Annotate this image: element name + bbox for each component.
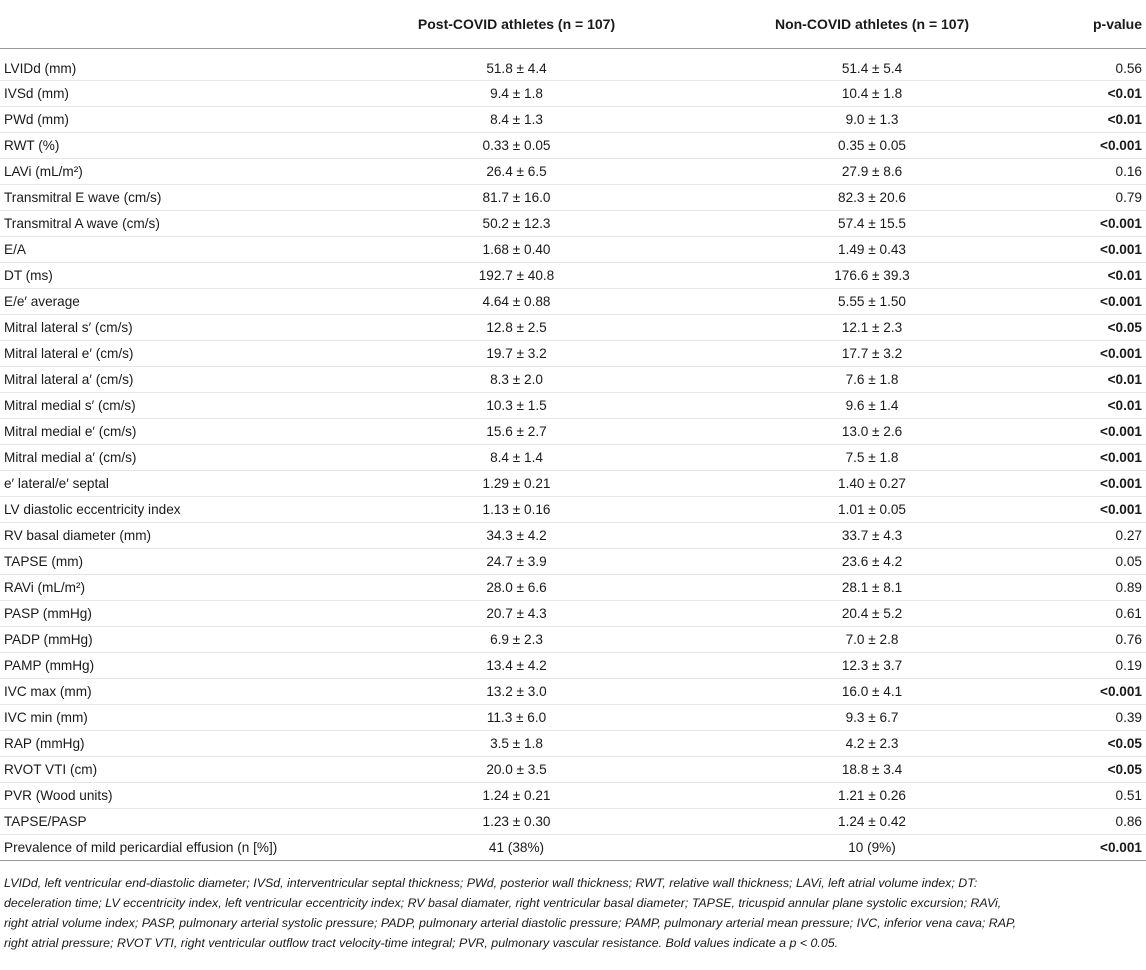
post-covid-value: 51.8 ± 4.4: [340, 48, 693, 80]
post-covid-value: 10.3 ± 1.5: [340, 392, 693, 418]
row-label: RAVi (mL/m²): [0, 574, 340, 600]
non-covid-value: 51.4 ± 5.4: [693, 48, 1051, 80]
table-row: [0, 288, 1146, 314]
p-value: 0.16: [1051, 158, 1146, 184]
post-covid-value: 24.7 ± 3.9: [340, 548, 693, 574]
non-covid-value: 33.7 ± 4.3: [693, 522, 1051, 548]
post-covid-value: 1.29 ± 0.21: [340, 470, 693, 496]
row-label: PVR (Wood units): [0, 782, 340, 808]
p-value: <0.01: [1051, 392, 1146, 418]
p-value: <0.01: [1051, 262, 1146, 288]
table-row: [0, 236, 1146, 262]
p-value: <0.01: [1051, 366, 1146, 392]
p-value: <0.05: [1051, 756, 1146, 782]
row-label: Prevalence of mild pericardial effusion (n [%]): [0, 834, 340, 860]
table-row: [0, 730, 1146, 756]
row-label: Transmitral A wave (cm/s): [0, 210, 340, 236]
non-covid-value: 1.21 ± 0.26: [693, 782, 1051, 808]
table-row: [0, 626, 1146, 652]
post-covid-value: 8.4 ± 1.3: [340, 106, 693, 132]
post-covid-value: 0.33 ± 0.05: [340, 132, 693, 158]
p-value: 0.19: [1051, 652, 1146, 678]
row-label: Mitral lateral a′ (cm/s): [0, 366, 340, 392]
table-row: [0, 418, 1146, 444]
post-covid-value: 11.3 ± 6.0: [340, 704, 693, 730]
post-covid-value: 6.9 ± 2.3: [340, 626, 693, 652]
row-label: Transmitral E wave (cm/s): [0, 184, 340, 210]
non-covid-value: 82.3 ± 20.6: [693, 184, 1051, 210]
non-covid-value: 4.2 ± 2.3: [693, 730, 1051, 756]
post-covid-value: 20.0 ± 3.5: [340, 756, 693, 782]
non-covid-value: 27.9 ± 8.6: [693, 158, 1051, 184]
non-covid-value: 10 (9%): [693, 834, 1051, 860]
p-value: <0.001: [1051, 496, 1146, 522]
non-covid-value: 17.7 ± 3.2: [693, 340, 1051, 366]
row-label: RVOT VTI (cm): [0, 756, 340, 782]
post-covid-value: 15.6 ± 2.7: [340, 418, 693, 444]
non-covid-value: 7.6 ± 1.8: [693, 366, 1051, 392]
p-value: <0.01: [1051, 80, 1146, 106]
table-footnote: LVIDd, left ventricular end-diastolic diameter; IVSd, interventricular septal thickness; PWd, posterior wall thickness; RWT, relative wall thickness; LAVi, left atrial volume index; DT: deceleration time; LV eccentricity index, left ventricular eccentricity index; RV basal diamater, right ventricular basal diameter; TAPSE, tricuspid annular plane systolic excursion; RAVi, right atrial volume index; PASP, pulmonary arterial systolic pressure; PADP, pulmonary arterial diastolic pressure; PAMP, pulmonary arterial mean pressure; IVC, inferior vena cava; RAP, right atrial pressure; RVOT VTI, right ventricular outflow tract velocity-time integral; PVR, pulmonary vascular resistance. Bold values indicate a p < 0.05.: [4, 875, 1017, 950]
non-covid-value: 10.4 ± 1.8: [693, 80, 1051, 106]
table-row: [0, 132, 1146, 158]
row-label: RWT (%): [0, 132, 340, 158]
table-row: [0, 340, 1146, 366]
row-label: DT (ms): [0, 262, 340, 288]
non-covid-value: 1.40 ± 0.27: [693, 470, 1051, 496]
table-row: [0, 262, 1146, 288]
table-row: [0, 834, 1146, 860]
row-label: e′ lateral/e′ septal: [0, 470, 340, 496]
post-covid-value: 41 (38%): [340, 834, 693, 860]
post-covid-value: 192.7 ± 40.8: [340, 262, 693, 288]
p-value: 0.86: [1051, 808, 1146, 834]
p-value: 0.61: [1051, 600, 1146, 626]
table-row: [0, 158, 1146, 184]
p-value: 0.27: [1051, 522, 1146, 548]
table-row: [0, 678, 1146, 704]
non-covid-value: 9.0 ± 1.3: [693, 106, 1051, 132]
non-covid-value: 9.6 ± 1.4: [693, 392, 1051, 418]
post-covid-value: 1.13 ± 0.16: [340, 496, 693, 522]
p-value: <0.001: [1051, 340, 1146, 366]
table-row: [0, 470, 1146, 496]
table-row: [0, 548, 1146, 574]
table-row: [0, 782, 1146, 808]
row-label: IVSd (mm): [0, 80, 340, 106]
p-value: <0.001: [1051, 444, 1146, 470]
p-value: <0.001: [1051, 678, 1146, 704]
table-row: [0, 574, 1146, 600]
post-covid-value: 50.2 ± 12.3: [340, 210, 693, 236]
post-covid-value: 81.7 ± 16.0: [340, 184, 693, 210]
table-row: [0, 652, 1146, 678]
table-row: [0, 314, 1146, 340]
post-covid-value: 28.0 ± 6.6: [340, 574, 693, 600]
non-covid-value: 176.6 ± 39.3: [693, 262, 1051, 288]
table-row: [0, 392, 1146, 418]
row-label: RV basal diameter (mm): [0, 522, 340, 548]
post-covid-value: 34.3 ± 4.2: [340, 522, 693, 548]
post-covid-value: 3.5 ± 1.8: [340, 730, 693, 756]
row-label: PADP (mmHg): [0, 626, 340, 652]
non-covid-value: 7.5 ± 1.8: [693, 444, 1051, 470]
non-covid-value: 13.0 ± 2.6: [693, 418, 1051, 444]
non-covid-value: 23.6 ± 4.2: [693, 548, 1051, 574]
row-label: LV diastolic eccentricity index: [0, 496, 340, 522]
post-covid-value: 20.7 ± 4.3: [340, 600, 693, 626]
non-covid-value: 5.55 ± 1.50: [693, 288, 1051, 314]
table-body: [0, 48, 1146, 860]
row-label: TAPSE/PASP: [0, 808, 340, 834]
p-value: <0.001: [1051, 834, 1146, 860]
table-row: [0, 600, 1146, 626]
p-value: 0.05: [1051, 548, 1146, 574]
p-value: <0.001: [1051, 210, 1146, 236]
p-value: <0.001: [1051, 236, 1146, 262]
non-covid-value: 0.35 ± 0.05: [693, 132, 1051, 158]
p-value: <0.001: [1051, 288, 1146, 314]
row-label: E/e′ average: [0, 288, 340, 314]
table-row: [0, 444, 1146, 470]
header-variable: [0, 0, 340, 48]
table-row: [0, 106, 1146, 132]
non-covid-value: 1.01 ± 0.05: [693, 496, 1051, 522]
header-row: [0, 0, 1146, 48]
p-value: 0.79: [1051, 184, 1146, 210]
post-covid-value: 1.23 ± 0.30: [340, 808, 693, 834]
p-value: 0.76: [1051, 626, 1146, 652]
row-label: LAVi (mL/m²): [0, 158, 340, 184]
p-value: <0.05: [1051, 730, 1146, 756]
p-value: <0.001: [1051, 470, 1146, 496]
p-value: <0.01: [1051, 106, 1146, 132]
non-covid-value: 7.0 ± 2.8: [693, 626, 1051, 652]
row-label: PWd (mm): [0, 106, 340, 132]
p-value: <0.05: [1051, 314, 1146, 340]
p-value: 0.39: [1051, 704, 1146, 730]
table-row: [0, 366, 1146, 392]
post-covid-value: 8.3 ± 2.0: [340, 366, 693, 392]
table-row: [0, 48, 1146, 80]
row-label: Mitral lateral e′ (cm/s): [0, 340, 340, 366]
non-covid-value: 16.0 ± 4.1: [693, 678, 1051, 704]
row-label: IVC min (mm): [0, 704, 340, 730]
row-label: TAPSE (mm): [0, 548, 340, 574]
post-covid-value: 12.8 ± 2.5: [340, 314, 693, 340]
table-row: [0, 210, 1146, 236]
post-covid-value: 4.64 ± 0.88: [340, 288, 693, 314]
post-covid-value: 1.68 ± 0.40: [340, 236, 693, 262]
p-value: <0.001: [1051, 132, 1146, 158]
row-label: PASP (mmHg): [0, 600, 340, 626]
row-label: Mitral medial e′ (cm/s): [0, 418, 340, 444]
non-covid-value: 1.49 ± 0.43: [693, 236, 1051, 262]
table-row: [0, 80, 1146, 106]
p-value: 0.89: [1051, 574, 1146, 600]
post-covid-value: 13.4 ± 4.2: [340, 652, 693, 678]
table-row: [0, 522, 1146, 548]
row-label: LVIDd (mm): [0, 48, 340, 80]
non-covid-value: 9.3 ± 6.7: [693, 704, 1051, 730]
table-row: [0, 808, 1146, 834]
row-label: RAP (mmHg): [0, 730, 340, 756]
p-value: 0.51: [1051, 782, 1146, 808]
header-non-covid: Non-COVID athletes (n = 107): [693, 0, 1051, 48]
p-value: 0.56: [1051, 48, 1146, 80]
row-label: E/A: [0, 236, 340, 262]
non-covid-value: 18.8 ± 3.4: [693, 756, 1051, 782]
table-row: [0, 704, 1146, 730]
non-covid-value: 57.4 ± 15.5: [693, 210, 1051, 236]
table-header: [0, 0, 1146, 48]
row-label: Mitral medial a′ (cm/s): [0, 444, 340, 470]
non-covid-value: 28.1 ± 8.1: [693, 574, 1051, 600]
table-row: [0, 496, 1146, 522]
post-covid-value: 13.2 ± 3.0: [340, 678, 693, 704]
table-row: [0, 756, 1146, 782]
post-covid-value: 19.7 ± 3.2: [340, 340, 693, 366]
post-covid-value: 1.24 ± 0.21: [340, 782, 693, 808]
non-covid-value: 20.4 ± 5.2: [693, 600, 1051, 626]
table-row: [0, 184, 1146, 210]
post-covid-value: 8.4 ± 1.4: [340, 444, 693, 470]
row-label: IVC max (mm): [0, 678, 340, 704]
post-covid-value: 9.4 ± 1.8: [340, 80, 693, 106]
row-label: Mitral medial s′ (cm/s): [0, 392, 340, 418]
header-p-value: p-value: [1051, 0, 1146, 48]
non-covid-value: 1.24 ± 0.42: [693, 808, 1051, 834]
post-covid-value: 26.4 ± 6.5: [340, 158, 693, 184]
non-covid-value: 12.1 ± 2.3: [693, 314, 1051, 340]
row-label: Mitral lateral s′ (cm/s): [0, 314, 340, 340]
row-label: PAMP (mmHg): [0, 652, 340, 678]
p-value: <0.001: [1051, 418, 1146, 444]
non-covid-value: 12.3 ± 3.7: [693, 652, 1051, 678]
header-post-covid: Post-COVID athletes (n = 107): [340, 0, 693, 48]
